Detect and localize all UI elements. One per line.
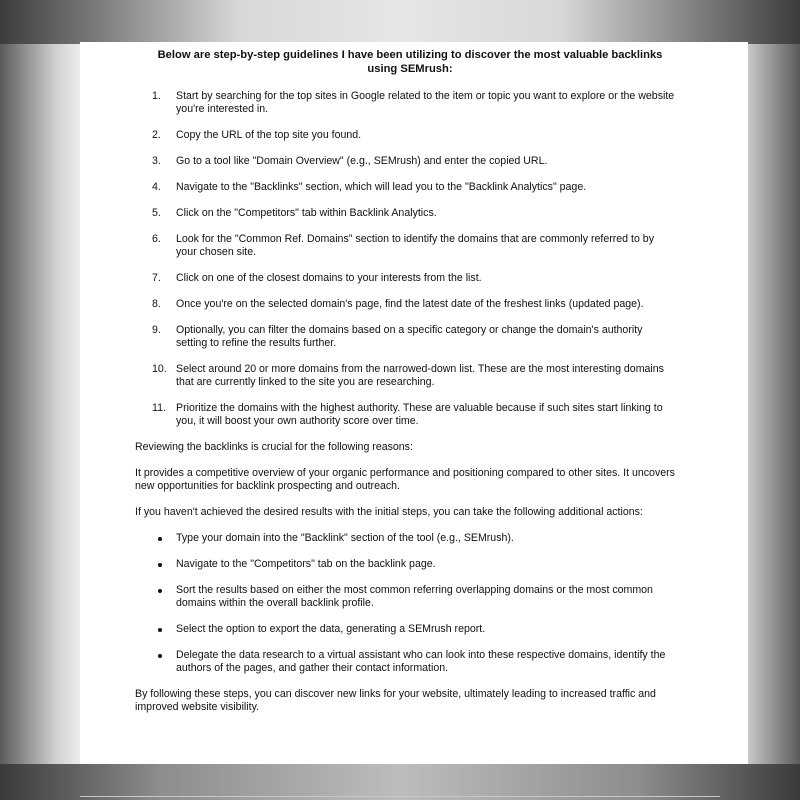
actions-list: [135, 532, 675, 675]
list-item: [135, 324, 675, 350]
step-number: 10.: [152, 363, 167, 375]
action-text: Type your domain into the "Backlink" section of the tool (e.g., SEMrush).: [176, 532, 514, 544]
step-text: Optionally, you can filter the domains based on a specific category or change the domain's authority setting to refine the results further.: [176, 324, 643, 349]
step-text: Start by searching for the top sites in Google related to the item or topic you want to explore or the website you're interested in.: [176, 90, 675, 115]
list-item: [135, 532, 675, 545]
list-item: [135, 623, 675, 636]
reasons-intro: Reviewing the backlinks is crucial for the following reasons:: [135, 441, 413, 453]
step-text: Select around 20 or more domains from the narrowed-down list. These are the most interesting domains that are currently linked to the site you are researching.: [176, 363, 664, 388]
list-item: [135, 298, 675, 311]
step-number: 7.: [152, 272, 161, 284]
step-text: Click on the "Competitors" tab within Backlink Analytics.: [176, 207, 437, 219]
bottom-edge-line: [80, 796, 720, 797]
action-text: Navigate to the "Competitors" tab on the backlink page.: [176, 558, 436, 570]
bullet-icon: [158, 654, 162, 658]
action-text: Sort the results based on either the most common referring overlapping domains or the most common domains within the overall backlink profile.: [176, 584, 653, 609]
list-item: [135, 402, 675, 428]
step-text: Prioritize the domains with the highest authority. These are valuable because if such sites start linking to you, it will boost your own authority score over time.: [176, 402, 663, 427]
step-number: 9.: [152, 324, 161, 336]
steps-list: [135, 90, 675, 428]
bullet-icon: [158, 563, 162, 567]
bottom-shadow-band: [0, 764, 800, 800]
step-number: 2.: [152, 129, 161, 141]
list-item: [135, 90, 675, 116]
list-item: [135, 363, 675, 389]
bullet-icon: [158, 589, 162, 593]
list-item: [135, 129, 675, 142]
step-text: Look for the "Common Ref. Domains" section to identify the domains that are commonly referred to by your chosen site.: [176, 233, 654, 258]
list-item: [135, 558, 675, 571]
step-number: 5.: [152, 207, 161, 219]
reasons-text: It provides a competitive overview of your organic performance and positioning compared to other sites. It uncovers new opportunities for backlink prospecting and outreach.: [135, 467, 675, 492]
list-item: [135, 649, 675, 675]
step-number: 4.: [152, 181, 161, 193]
step-number: 6.: [152, 233, 161, 245]
list-item: [135, 233, 675, 259]
step-number: 1.: [152, 90, 161, 102]
step-text: Once you're on the selected domain's page, find the latest date of the freshest links (updated page).: [176, 298, 644, 310]
actions-intro: If you haven't achieved the desired results with the initial steps, you can take the following additional actions:: [135, 506, 643, 518]
step-number: 8.: [152, 298, 161, 310]
step-text: Navigate to the "Backlinks" section, which will lead you to the "Backlink Analytics" page.: [176, 181, 587, 193]
top-shadow-band: [0, 0, 800, 44]
list-item: [135, 272, 675, 285]
step-text: Go to a tool like "Domain Overview" (e.g., SEMrush) and enter the copied URL.: [176, 155, 548, 167]
action-text: Delegate the data research to a virtual assistant who can look into these respective domains, identify the authors of the pages, and gather their contact information.: [176, 649, 666, 674]
step-text: Click on one of the closest domains to your interests from the list.: [176, 272, 482, 284]
document-title: Below are step-by-step guidelines I have been utilizing to discover the most valuable backlinks using SEMrush:: [157, 49, 663, 75]
document-content: [135, 48, 675, 727]
action-text: Select the option to export the data, generating a SEMrush report.: [176, 623, 486, 635]
step-number: 11.: [152, 402, 166, 414]
list-item: [135, 181, 675, 194]
step-text: Copy the URL of the top site you found.: [176, 129, 362, 141]
conclusion: By following these steps, you can discover new links for your website, ultimately leading to increased traffic and improved website visibility.: [135, 688, 656, 713]
bullet-icon: [158, 628, 162, 632]
list-item: [135, 155, 675, 168]
list-item: [135, 584, 675, 610]
bullet-icon: [158, 537, 162, 541]
step-number: 3.: [152, 155, 161, 167]
list-item: [135, 207, 675, 220]
